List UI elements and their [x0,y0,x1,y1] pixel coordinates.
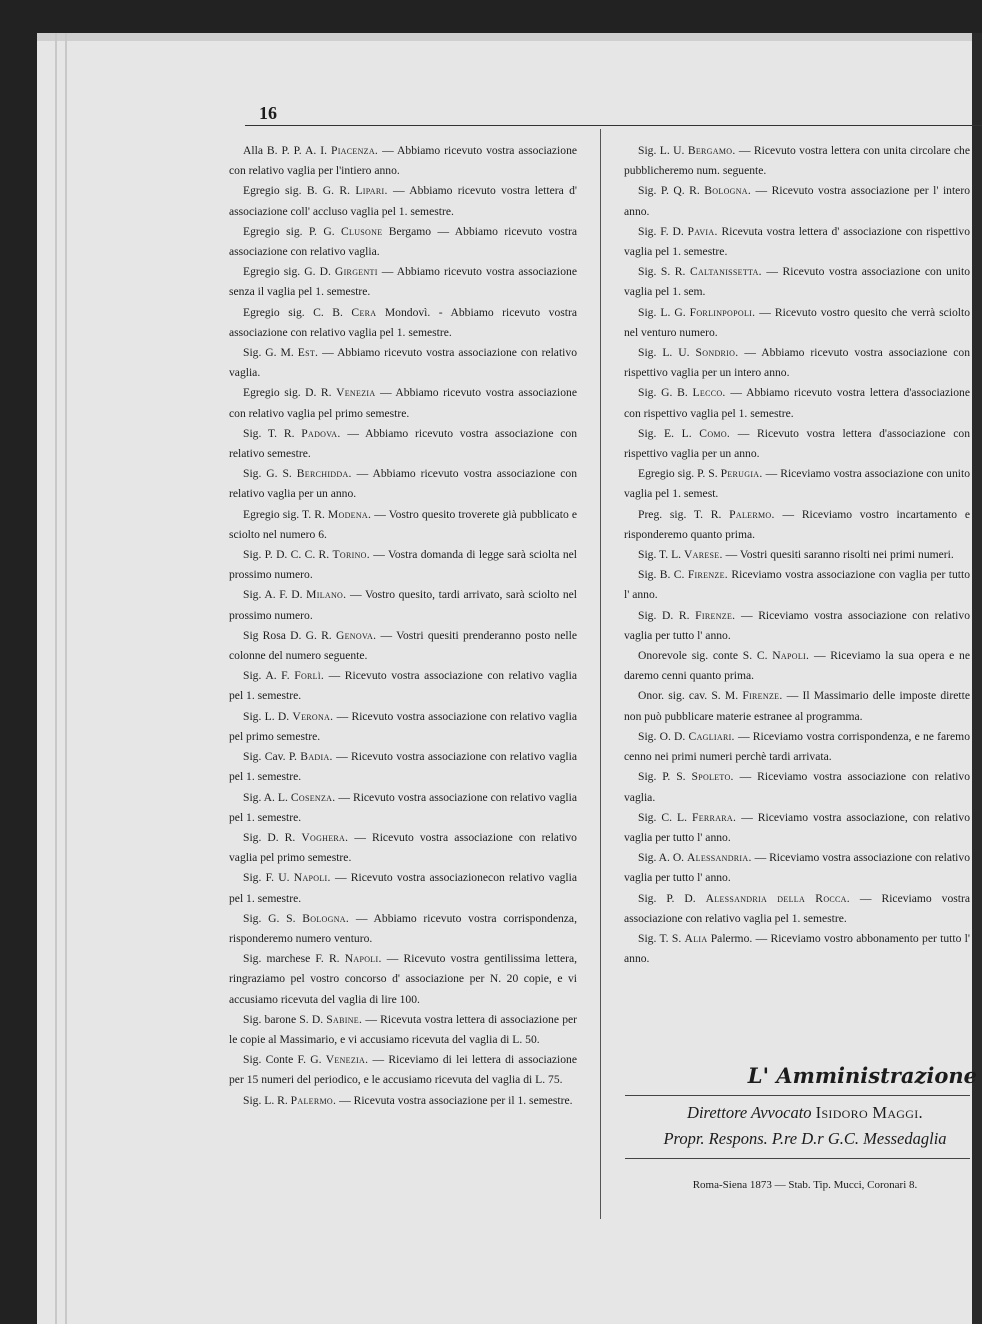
notice-entry [229,464,577,504]
notice-addressee: Sig. P. D. [638,891,706,905]
notice-place: Napoli. [293,871,331,885]
page-number: 16 [259,103,277,123]
notice-addressee: Sig. G. M. [243,346,298,360]
notice-place: Verona. [292,709,334,723]
column-divider [600,129,601,1219]
notice-entry [229,303,577,343]
notice-place: Berchidda. [296,467,352,481]
notice-place: Lecco. [692,386,726,400]
notice-addressee: Egregio sig. P. S. [638,467,721,481]
notice-entry [229,788,577,828]
notice-message: — Abbiamo ricevuto vostra associazione con relativo semestre. [229,426,577,461]
notice-entry [229,505,577,545]
notice-entry [624,848,970,888]
notice-place: Forlinpopoli. [689,305,756,319]
notice-message: — Vostro quesito, tardi arrivato, sarà sciolto nel prossimo numero. [229,588,578,622]
notice-place: Lipari. [355,184,388,198]
notice-addressee: Preg. sig. T. R. [638,507,730,521]
notice-entry [624,889,970,929]
notice-entry [229,747,577,787]
notice-addressee: Sig. barone S. D. [243,1012,327,1026]
notice-place: Forlì. [294,669,325,683]
notice-message: — Il Massimario delle imposte dirette non può pubblicare materie estranee al programma. [624,689,971,723]
notice-message: — Ricevuto vostra associazione con relativo vaglia pel primo semestre. [229,709,578,743]
notice-entry [229,262,577,302]
notice-addressee: Sig. E. L. [638,426,700,440]
notice-message: — Riceviamo vostra associazione con relativo vaglia per tutto l' anno. [624,608,970,642]
notice-place: Cera [351,305,377,319]
notice-message: — Vostro quesito troverete già pubblicato e sciolto nel numero 6. [229,507,577,541]
notice-message: — Abbiamo ricevuto vostra associazione con relativo vaglia per un anno. [229,467,577,501]
notice-entry [624,222,970,262]
notice-entry [229,1091,577,1111]
notice-addressee: Sig. A. F. D. [243,588,307,602]
notice-message: — Ricevuto vostra associazione con relativo vaglia pel primo semestre. [229,830,577,865]
notice-entry [624,424,970,464]
notice-addressee: Sig. T. L. [638,548,684,562]
notice-place: Varese. [683,548,723,562]
notice-addressee: Sig. L. R. [243,1093,291,1107]
signature-rule [625,1095,970,1096]
notice-entry [229,222,577,262]
notice-message: — Riceviamo vostra associazione con relativo vaglia. [624,770,971,804]
notice-addressee: Sig. A. F. [243,669,295,683]
notice-place: Torino. [332,548,370,562]
notice-place: Est. [297,346,319,360]
notice-entry [624,343,970,383]
notice-addressee: Egregio sig. C. B. [243,305,352,319]
notice-place: Cagliari. [688,729,735,743]
notice-entry [624,686,970,726]
notice-message: — Vostri quesiti saranno risolti nei primi numeri. [722,548,954,562]
notice-addressee: Onorevole sig. conte S. C. [638,649,773,663]
notice-place: Voghera. [301,830,349,844]
notice-addressee: Sig. G. B. [638,386,693,400]
notice-place: Badia. [300,750,333,764]
page-edge-line [55,33,57,1324]
notice-entry [624,606,970,646]
notice-message: — Vostra domanda di legge sarà sciolta nel prossimo numero. [229,548,578,582]
notice-message: — Riceviamo vostra associazione con unito vaglia pel 1. semest. [624,467,970,501]
notice-place: Bergamo. [687,144,736,157]
notice-addressee: Sig. F. D. [638,224,688,238]
notice-message: — Ricevuto vostra associazione per l' intero anno. [624,184,970,218]
notice-message: — Riceviamo vostra associazione, con relativo vaglia per tutto l' anno. [624,810,970,844]
notice-place: Como. [699,426,731,440]
notice-place: Sabine. [326,1012,363,1026]
notice-addressee: Egregio sig. T. R. [243,507,328,521]
notice-entry [229,181,577,221]
notice-place: Alessandria. [687,851,752,865]
notice-addressee: Sig. A. O. [638,851,687,865]
notice-message: — Ricevuto vostra associazione con relativo vaglia pel 1. semestre. [229,790,578,824]
notice-entry [229,383,577,423]
notice-entry [229,707,577,747]
signature-amministrazione: L' Amministrazione [747,1063,977,1088]
notice-addressee: Sig. L. U. [638,346,696,360]
credit-director [635,1103,975,1123]
notice-place: Modena. [327,507,372,521]
notice-addressee: Sig. D. R. [243,830,302,844]
notice-entry [624,262,970,302]
notice-addressee: Sig. O. D. [638,729,689,743]
notice-addressee: Sig. P. S. [638,770,692,784]
notice-place: Clusone [341,224,383,238]
notice-place: Spoleto. [691,770,734,784]
notice-message: — Riceviamo vostra associazione con relativo vaglia pel 1. semestre. [624,891,970,925]
notice-entry [624,141,970,181]
notice-addressee: Sig. D. R. [638,608,696,622]
credit-proprietor [635,1129,975,1149]
right-column [624,141,970,969]
notice-addressee: Sig. L. U. [638,144,688,157]
notice-addressee: Egregio sig. G. D. [243,265,335,279]
notice-entry [229,868,577,908]
notice-place: Perugia. [720,467,763,481]
page-edge-line [65,33,67,1324]
notice-place: Ferrara. [691,810,737,824]
notice-message: — Abbiamo ricevuto vostra associazione con rispettivo vaglia per un intero anno. [624,346,971,380]
notice-entry [229,949,577,1010]
notice-entry [229,585,577,625]
notice-addressee: Sig. F. U. [243,871,294,885]
notice-addressee: Sig. marchese F. R. [243,952,345,966]
notice-message: — Ricevuta vostra associazione per il 1. semestre. [336,1093,573,1107]
notice-message: Palermo. — Riceviamo vostro abbonamento per tutto l' anno. [624,931,970,966]
notice-addressee: Sig. L. D. [243,709,293,723]
notice-place: Alessandria della Rocca. [705,891,850,905]
notice-place: Firenze. [742,689,783,703]
notice-entry [624,727,970,767]
notice-message: — Abbiamo ricevuto vostra associazione con relativo vaglia per l'intiero anno. [229,144,578,178]
header-rule [245,125,982,126]
notice-message: — Riceviamo vostro incartamento e risponderemo quanto prima. [624,507,970,541]
notice-place: Genova. [335,628,377,642]
notice-addressee: Sig. C. L. [638,810,692,824]
credit-rule [625,1158,970,1159]
notice-entry [624,646,970,686]
notice-place: Palermo. [729,507,775,521]
notice-entry [624,505,970,545]
notice-place: Bologna. [704,184,752,198]
notice-entry [624,181,970,221]
notice-place: Sondrio. [695,346,739,360]
notice-addressee: Sig. T. S. [638,931,685,945]
printer-footer: Roma-Siena 1873 — Stab. Tip. Mucci, Coronari 8. [692,1179,918,1191]
notice-place: Milano. [306,588,347,602]
notice-message: — Riceviamo vostra associazione con relativo vaglia per tutto l' anno. [624,851,970,885]
notice-entry [229,141,577,181]
notice-message: — Ricevuto vostra gentilissima lettera, ringraziamo pel vostro concorso d' associazione per N. 20 copie, e vi accusiamo ricevuta del vaglia di lire 100. [229,952,577,1006]
notice-place: Palermo. [290,1093,337,1107]
left-column [229,141,577,1111]
notice-place: Cosenza. [290,790,336,804]
notice-entry [229,828,577,868]
notice-entry [229,626,577,666]
notice-message: Ricevuta vostra lettera d' associazione con rispettivo vaglia pel 1. semestre. [624,224,970,259]
notice-addressee: Sig. G. S. [243,467,297,481]
notice-message: — Ricevuto vostra associazione con relativo vaglia pel 1. semestre. [229,750,577,784]
notice-entry [624,767,970,807]
notice-place: Firenze. [695,608,736,622]
notice-entry [624,929,970,969]
notice-addressee: Sig. Conte F. G. [243,1053,326,1067]
notice-message: — Riceviamo la sua opera e ne daremo cenni quanto prima. [624,649,970,683]
notice-addressee: Sig. T. R. [243,426,302,440]
notice-addressee: Sig. Cav. P. [243,750,301,764]
notice-addressee: Sig. B. C. [638,568,688,582]
notice-place: Bologna. [302,911,350,925]
notice-place: Napoli. [772,649,810,663]
credit-proprietor-role: Propr. Respons. [663,1129,768,1148]
notice-message: Riceviamo vostra associazione con vaglia per tutto l' anno. [624,568,971,602]
notice-entry [229,343,577,383]
notice-place: Alia [684,931,708,945]
notice-addressee: Sig. G. S. [243,911,303,925]
notice-place: Piacenza. [330,144,379,157]
notice-entry [229,1010,577,1050]
notice-entry [624,545,970,565]
notice-message: — Abbiamo ricevuto vostra associazione con relativo vaglia. [229,346,577,380]
notice-entry [624,303,970,343]
notice-message: — Vostri quesiti prenderanno posto nelle colonne del numero seguente. [229,628,577,663]
notice-addressee: Sig. A. L. [243,790,291,804]
notice-message: — Ricevuto vostra associazione con unito vaglia pel 1. sem. [624,265,970,299]
notice-place: Caltanissetta. [689,265,762,279]
notice-entry [624,383,970,423]
notice-message: — Abbiamo ricevuto vostra lettera d'associazione con rispettivo vaglia pel 1. semestre. [624,386,970,420]
notice-entry [229,545,577,585]
notice-addressee: Sig. P. D. C. C. R. [243,548,333,562]
notice-message: — Abbiamo ricevuto vostra associazione senza il vaglia pel 1. semestre. [229,265,578,299]
notice-addressee: Sig. S. R. [638,265,690,279]
notice-entry [229,1050,577,1090]
notice-place: Venezia [336,386,376,400]
notice-message: — Ricevuto vostro quesito che verrà sciolto nel venturo numero. [624,305,971,339]
notice-message: Bergamo — Abbiamo ricevuto vostra associazione con relativo vaglia. [229,224,578,259]
notice-place: Girgenti [334,265,378,279]
notice-message: — Abbiamo ricevuto vostra associazione con relativo vaglia pel primo semestre. [229,386,578,420]
notice-addressee: Egregio sig. D. R. [243,386,337,400]
notice-place: Firenze. [687,568,728,582]
credit-director-role: Direttore Avvocato [687,1103,812,1122]
notice-place: Venezia. [325,1053,369,1067]
printed-page [37,33,982,1324]
credit-director-name: Isidoro Maggi. [815,1103,923,1122]
top-edge-shadow [37,33,982,41]
notice-entry [229,909,577,949]
notice-place: Pavia. [687,224,718,238]
notice-addressee: Sig Rosa D. G. R. [243,628,336,642]
notice-addressee: Sig. L. G. [638,305,690,319]
notice-entry [624,464,970,504]
credit-proprietor-name: P.re D.r G.C. Messedaglia [771,1129,947,1148]
notice-entry [229,666,577,706]
notice-addressee: Egregio sig. P. G. [243,224,341,238]
notice-message: — Ricevuto vostra associazionecon relativo vaglia pel 1. semestre. [229,871,577,905]
notice-addressee: Alla B. P. P. A. I. [243,144,331,157]
notice-message: — Ricevuta vostra lettera di associazione per le copie al Massimario, e vi accusiamo ricevuta del vaglia di L. 50. [229,1012,577,1046]
notice-message: — Riceviamo di lei lettera di associazione per 15 numeri del periodico, e le accusiamo ricevuta del vaglia di L. 75. [229,1053,578,1087]
notice-addressee: Sig. P. Q. R. [638,184,705,198]
notice-place: Napoli. [344,952,382,966]
notice-entry [624,808,970,848]
notice-message: — Abbiamo ricevuto vostra corrispondenza, risponderemo numero venturo. [229,911,577,945]
notice-addressee: Onor. sig. cav. S. M. [638,689,743,703]
notice-message: — Ricevuto vostra lettera con unita circolare che pubblicheremo num. seguente. [624,144,970,178]
notice-message: — Ricevuto vostra lettera d'associazione con rispettivo vaglia per un anno. [624,426,970,461]
notice-addressee: Egregio sig. B. G. R. [243,184,356,198]
notice-message: Mondovì. - Abbiamo ricevuto vostra associazione con relativo vaglia pel 1. semestre. [229,305,577,339]
notice-place: Padova. [301,426,341,440]
notice-message: — Abbiamo ricevuto vostra lettera d' associazione coll' accluso vaglia pel 1. semestre. [229,184,577,218]
notice-message: — Riceviamo vostra corrispondenza, e ne faremo cenno nei primi numeri perchè tardi arrivata. [624,729,970,764]
notice-entry [624,565,970,605]
notice-message: — Ricevuto vostra associazione con relativo vaglia pel 1. semestre. [229,669,578,703]
notice-entry [229,424,577,464]
